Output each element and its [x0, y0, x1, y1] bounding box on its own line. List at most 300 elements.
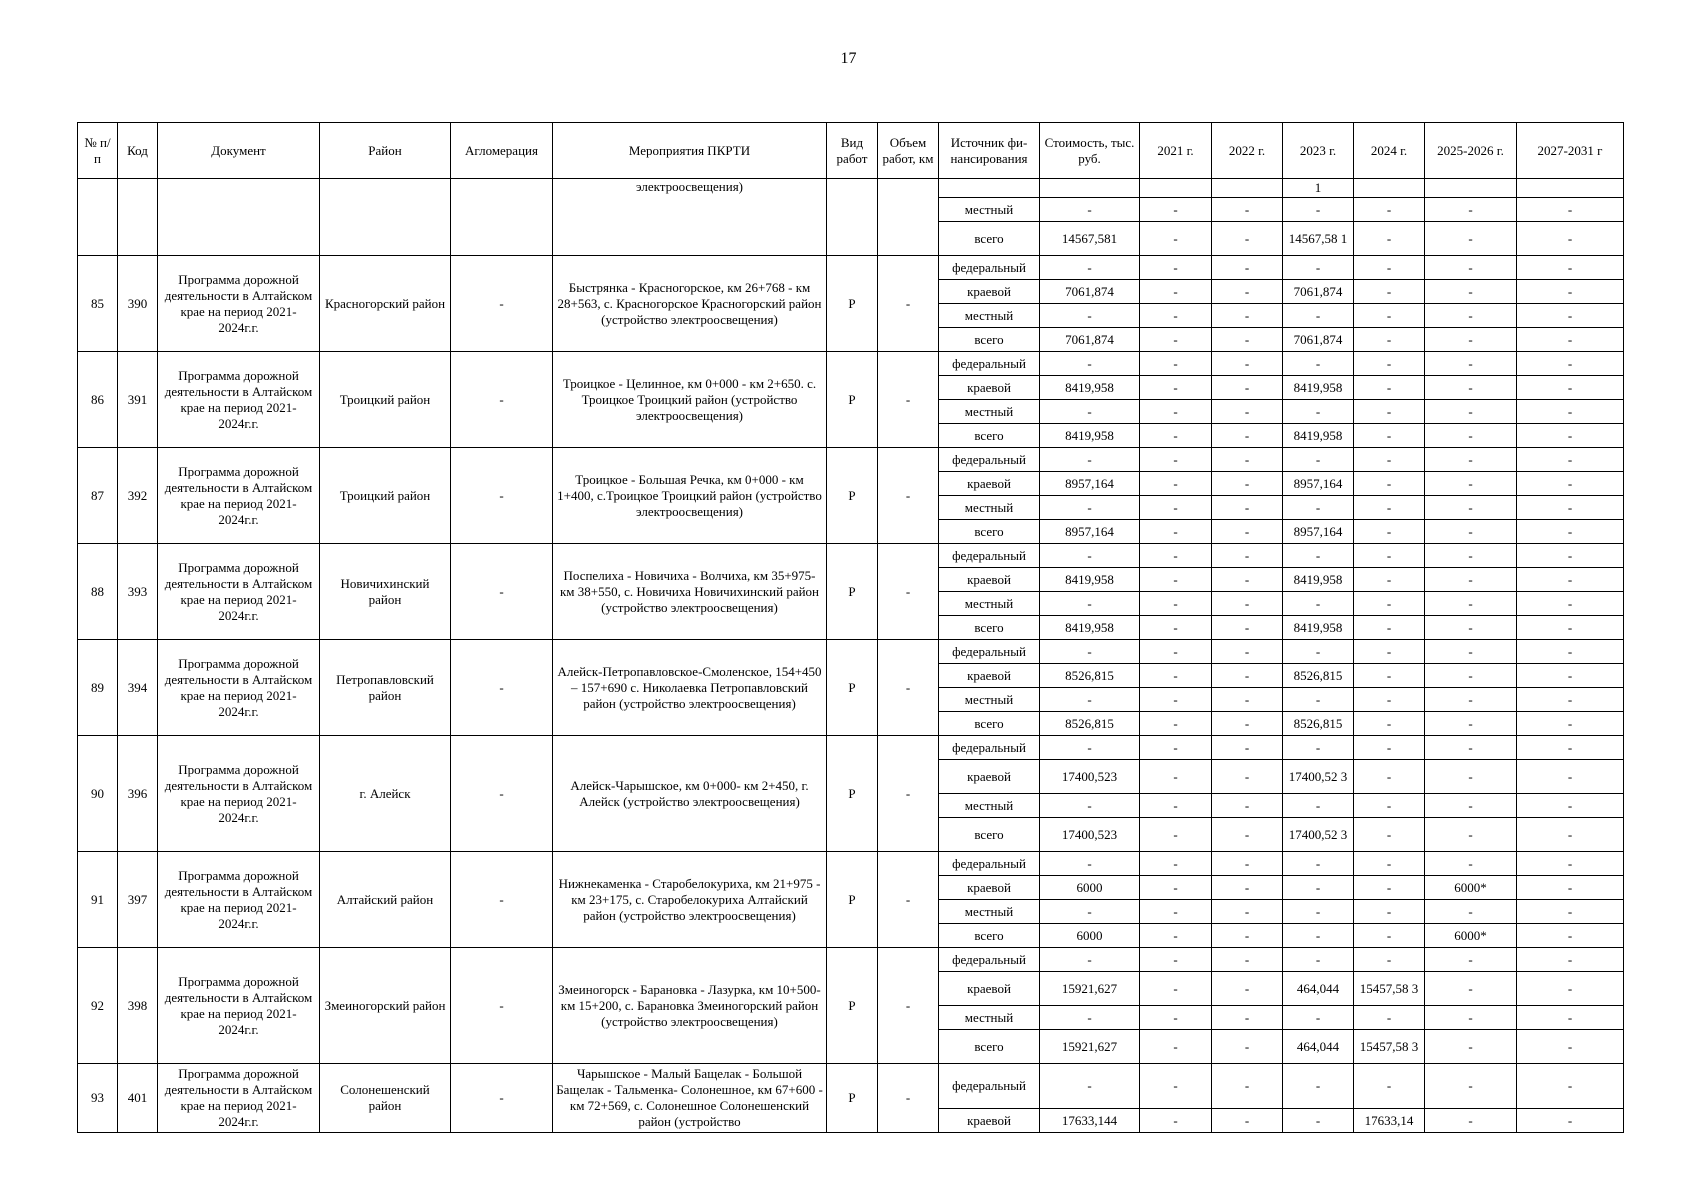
- funding-source-cell: краевой: [939, 280, 1040, 304]
- year-2022-cell: -: [1212, 760, 1283, 794]
- measure-cell: Чарышское - Малый Бащелак - Большой Бащелак - Тальменка- Солонешное, км 67+600 - км 72+569, с. Солонешное Солонешенский район (устройство: [553, 1064, 827, 1133]
- year-2027-2031-cell: -: [1517, 664, 1624, 688]
- volume-cell: -: [878, 448, 939, 544]
- funding-source-cell: всего: [939, 222, 1040, 256]
- funding-source-cell: федеральный: [939, 948, 1040, 972]
- code-cell: 401: [118, 1064, 158, 1133]
- year-2027-2031-cell: -: [1517, 256, 1624, 280]
- funding-source-cell: местный: [939, 900, 1040, 924]
- num-cell: 85: [78, 256, 118, 352]
- year-2021-cell: -: [1140, 376, 1212, 400]
- cost-cell: -: [1040, 496, 1140, 520]
- cost-cell: -: [1040, 794, 1140, 818]
- funding-source-cell: краевой: [939, 876, 1040, 900]
- code-cell: [118, 179, 158, 256]
- funding-source-cell: всего: [939, 818, 1040, 852]
- year-2024-cell: -: [1354, 256, 1425, 280]
- year-2024-cell: -: [1354, 448, 1425, 472]
- code-cell: 398: [118, 948, 158, 1064]
- work-type-cell: Р: [827, 1064, 878, 1133]
- year-2023-cell: 1: [1283, 179, 1354, 198]
- year-2027-2031-cell: -: [1517, 760, 1624, 794]
- year-2022-cell: -: [1212, 222, 1283, 256]
- year-2025-2026-cell: -: [1425, 352, 1517, 376]
- year-2021-cell: -: [1140, 328, 1212, 352]
- year-2027-2031-cell: -: [1517, 818, 1624, 852]
- num-cell: 88: [78, 544, 118, 640]
- work-type-cell: Р: [827, 256, 878, 352]
- cost-cell: -: [1040, 592, 1140, 616]
- year-2025-2026-cell: 6000*: [1425, 924, 1517, 948]
- year-2022-cell: -: [1212, 948, 1283, 972]
- year-2021-cell: -: [1140, 1006, 1212, 1030]
- year-2023-cell: -: [1283, 924, 1354, 948]
- agglomeration-cell: -: [451, 352, 553, 448]
- year-2024-cell: -: [1354, 664, 1425, 688]
- year-2027-2031-cell: -: [1517, 472, 1624, 496]
- work-type-cell: Р: [827, 948, 878, 1064]
- measure-cell: Алейск-Чарышское, км 0+000- км 2+450, г. Алейск (устройство электроосвещения): [553, 736, 827, 852]
- year-2021-cell: -: [1140, 1030, 1212, 1064]
- year-2021-cell: -: [1140, 924, 1212, 948]
- year-2025-2026-cell: -: [1425, 736, 1517, 760]
- year-2024-cell: -: [1354, 222, 1425, 256]
- year-2022-cell: -: [1212, 304, 1283, 328]
- agglomeration-cell: [451, 179, 553, 256]
- document-cell: Программа дорожной деятельности в Алтайском крае на период 2021-2024г.г.: [158, 852, 320, 948]
- year-2021-cell: -: [1140, 280, 1212, 304]
- cost-cell: 8526,815: [1040, 664, 1140, 688]
- year-2021-cell: -: [1140, 592, 1212, 616]
- cost-cell: 8957,164: [1040, 472, 1140, 496]
- funding-source-cell: всего: [939, 520, 1040, 544]
- year-2025-2026-cell: -: [1425, 852, 1517, 876]
- year-2027-2031-cell: -: [1517, 794, 1624, 818]
- funding-source-cell: местный: [939, 794, 1040, 818]
- year-2027-2031-cell: -: [1517, 1006, 1624, 1030]
- year-2021-cell: -: [1140, 664, 1212, 688]
- year-2023-cell: 7061,874: [1283, 328, 1354, 352]
- work-type-cell: Р: [827, 544, 878, 640]
- year-2024-cell: -: [1354, 688, 1425, 712]
- year-2023-cell: 8526,815: [1283, 664, 1354, 688]
- funding-source-cell: федеральный: [939, 1064, 1040, 1109]
- column-header: Вид работ: [827, 123, 878, 179]
- year-2022-cell: -: [1212, 1064, 1283, 1109]
- year-2024-cell: -: [1354, 424, 1425, 448]
- year-2021-cell: -: [1140, 198, 1212, 222]
- measure-cell: Нижнекаменка - Старобелокуриха, км 21+975 - км 23+175, с. Старобелокуриха Алтайский район (устройство электроосвещения): [553, 852, 827, 948]
- year-2021-cell: -: [1140, 568, 1212, 592]
- year-2022-cell: -: [1212, 280, 1283, 304]
- cost-cell: 8419,958: [1040, 616, 1140, 640]
- num-cell: 92: [78, 948, 118, 1064]
- column-header: Мероприятия ПКРТИ: [553, 123, 827, 179]
- year-2023-cell: -: [1283, 592, 1354, 616]
- year-2023-cell: -: [1283, 544, 1354, 568]
- document-cell: Программа дорожной деятельности в Алтайском крае на период 2021-2024г.г.: [158, 948, 320, 1064]
- district-cell: Алтайский район: [320, 852, 451, 948]
- cost-cell: -: [1040, 948, 1140, 972]
- num-cell: 86: [78, 352, 118, 448]
- funding-source-cell: федеральный: [939, 448, 1040, 472]
- year-2023-cell: -: [1283, 794, 1354, 818]
- year-2023-cell: 17400,52 3: [1283, 818, 1354, 852]
- year-2021-cell: -: [1140, 818, 1212, 852]
- year-2022-cell: -: [1212, 256, 1283, 280]
- funding-source-cell: федеральный: [939, 256, 1040, 280]
- year-2023-cell: 8419,958: [1283, 376, 1354, 400]
- column-header: Источник фи-нансирования: [939, 123, 1040, 179]
- year-2021-cell: -: [1140, 876, 1212, 900]
- volume-cell: -: [878, 256, 939, 352]
- year-2027-2031-cell: -: [1517, 328, 1624, 352]
- year-2027-2031-cell: -: [1517, 280, 1624, 304]
- funding-source-cell: федеральный: [939, 736, 1040, 760]
- cost-cell: -: [1040, 198, 1140, 222]
- year-2025-2026-cell: -: [1425, 712, 1517, 736]
- year-2022-cell: -: [1212, 794, 1283, 818]
- year-2024-cell: 17633,14: [1354, 1109, 1425, 1133]
- year-2024-cell: -: [1354, 712, 1425, 736]
- agglomeration-cell: -: [451, 948, 553, 1064]
- volume-cell: -: [878, 852, 939, 948]
- num-cell: 87: [78, 448, 118, 544]
- cost-cell: -: [1040, 400, 1140, 424]
- code-cell: 390: [118, 256, 158, 352]
- table-row: [78, 852, 1624, 876]
- year-2025-2026-cell: -: [1425, 664, 1517, 688]
- district-cell: Троицкий район: [320, 352, 451, 448]
- column-header: 2021 г.: [1140, 123, 1212, 179]
- year-2021-cell: -: [1140, 496, 1212, 520]
- year-2021-cell: -: [1140, 794, 1212, 818]
- volume-cell: -: [878, 352, 939, 448]
- year-2025-2026-cell: -: [1425, 520, 1517, 544]
- year-2025-2026-cell: -: [1425, 948, 1517, 972]
- cost-cell: -: [1040, 900, 1140, 924]
- year-2027-2031-cell: -: [1517, 688, 1624, 712]
- funding-source-cell: федеральный: [939, 852, 1040, 876]
- cost-cell: 17633,144: [1040, 1109, 1140, 1133]
- year-2024-cell: -: [1354, 352, 1425, 376]
- year-2021-cell: -: [1140, 852, 1212, 876]
- year-2022-cell: [1212, 179, 1283, 198]
- document-cell: Программа дорожной деятельности в Алтайском крае на период 2021-2024г.г.: [158, 352, 320, 448]
- funding-source-cell: краевой: [939, 760, 1040, 794]
- year-2024-cell: 15457,58 3: [1354, 972, 1425, 1006]
- cost-cell: -: [1040, 256, 1140, 280]
- year-2022-cell: -: [1212, 876, 1283, 900]
- year-2024-cell: -: [1354, 376, 1425, 400]
- year-2027-2031-cell: -: [1517, 198, 1624, 222]
- year-2025-2026-cell: -: [1425, 376, 1517, 400]
- column-header: № п/п: [78, 123, 118, 179]
- year-2022-cell: -: [1212, 400, 1283, 424]
- year-2024-cell: -: [1354, 924, 1425, 948]
- year-2027-2031-cell: -: [1517, 304, 1624, 328]
- year-2023-cell: 14567,58 1: [1283, 222, 1354, 256]
- cost-cell: 8419,958: [1040, 376, 1140, 400]
- document-cell: [158, 179, 320, 256]
- cost-cell: 8419,958: [1040, 424, 1140, 448]
- district-cell: Троицкий район: [320, 448, 451, 544]
- year-2027-2031-cell: -: [1517, 400, 1624, 424]
- year-2025-2026-cell: -: [1425, 544, 1517, 568]
- funding-source-cell: всего: [939, 924, 1040, 948]
- year-2021-cell: -: [1140, 222, 1212, 256]
- year-2024-cell: -: [1354, 198, 1425, 222]
- year-2027-2031-cell: -: [1517, 948, 1624, 972]
- district-cell: Змеиногорский район: [320, 948, 451, 1064]
- column-header: 2023 г.: [1283, 123, 1354, 179]
- funding-source-cell: краевой: [939, 376, 1040, 400]
- cost-cell: -: [1040, 544, 1140, 568]
- year-2027-2031-cell: -: [1517, 222, 1624, 256]
- year-2021-cell: -: [1140, 472, 1212, 496]
- volume-cell: [878, 179, 939, 256]
- column-header: Код: [118, 123, 158, 179]
- table-row: [78, 179, 1624, 198]
- document-cell: Программа дорожной деятельности в Алтайском крае на период 2021-2024г.г.: [158, 256, 320, 352]
- document-cell: Программа дорожной деятельности в Алтайском крае на период 2021-2024г.г.: [158, 544, 320, 640]
- year-2023-cell: 8526,815: [1283, 712, 1354, 736]
- year-2021-cell: -: [1140, 736, 1212, 760]
- year-2022-cell: -: [1212, 712, 1283, 736]
- agglomeration-cell: -: [451, 256, 553, 352]
- cost-cell: 7061,874: [1040, 328, 1140, 352]
- year-2023-cell: 8419,958: [1283, 568, 1354, 592]
- year-2023-cell: -: [1283, 1006, 1354, 1030]
- volume-cell: -: [878, 1064, 939, 1133]
- num-cell: 91: [78, 852, 118, 948]
- agglomeration-cell: -: [451, 852, 553, 948]
- year-2027-2031-cell: -: [1517, 1064, 1624, 1109]
- funding-source-cell: федеральный: [939, 544, 1040, 568]
- year-2024-cell: -: [1354, 760, 1425, 794]
- year-2024-cell: -: [1354, 876, 1425, 900]
- volume-cell: -: [878, 640, 939, 736]
- page-number: 17: [840, 50, 857, 67]
- cost-cell: 17400,523: [1040, 818, 1140, 852]
- year-2025-2026-cell: -: [1425, 900, 1517, 924]
- year-2022-cell: -: [1212, 1006, 1283, 1030]
- year-2024-cell: [1354, 179, 1425, 198]
- table-row: [78, 352, 1624, 376]
- year-2025-2026-cell: -: [1425, 794, 1517, 818]
- year-2027-2031-cell: -: [1517, 520, 1624, 544]
- year-2023-cell: -: [1283, 352, 1354, 376]
- year-2025-2026-cell: -: [1425, 818, 1517, 852]
- year-2022-cell: -: [1212, 376, 1283, 400]
- year-2022-cell: -: [1212, 972, 1283, 1006]
- year-2025-2026-cell: -: [1425, 1006, 1517, 1030]
- funding-source-cell: местный: [939, 1006, 1040, 1030]
- year-2022-cell: -: [1212, 1030, 1283, 1064]
- year-2023-cell: -: [1283, 1109, 1354, 1133]
- year-2025-2026-cell: [1425, 179, 1517, 198]
- cost-cell: [1040, 179, 1140, 198]
- year-2024-cell: -: [1354, 280, 1425, 304]
- column-header: Стоимость, тыс. руб.: [1040, 123, 1140, 179]
- year-2024-cell: -: [1354, 736, 1425, 760]
- year-2025-2026-cell: -: [1425, 688, 1517, 712]
- agglomeration-cell: -: [451, 1064, 553, 1133]
- year-2025-2026-cell: -: [1425, 592, 1517, 616]
- document-cell: Программа дорожной деятельности в Алтайском крае на период 2021-2024г.г.: [158, 640, 320, 736]
- year-2022-cell: -: [1212, 592, 1283, 616]
- year-2024-cell: -: [1354, 568, 1425, 592]
- funding-source-cell: краевой: [939, 568, 1040, 592]
- document-cell: Программа дорожной деятельности в Алтайском крае на период 2021-2024г.г.: [158, 448, 320, 544]
- column-header: Документ: [158, 123, 320, 179]
- year-2025-2026-cell: -: [1425, 256, 1517, 280]
- funding-source-cell: всего: [939, 616, 1040, 640]
- year-2021-cell: -: [1140, 352, 1212, 376]
- code-cell: 394: [118, 640, 158, 736]
- funding-source-cell: федеральный: [939, 352, 1040, 376]
- num-cell: 89: [78, 640, 118, 736]
- year-2022-cell: -: [1212, 472, 1283, 496]
- year-2024-cell: -: [1354, 616, 1425, 640]
- year-2025-2026-cell: -: [1425, 1030, 1517, 1064]
- year-2023-cell: 464,044: [1283, 1030, 1354, 1064]
- year-2024-cell: -: [1354, 328, 1425, 352]
- year-2027-2031-cell: -: [1517, 924, 1624, 948]
- funding-source-cell: всего: [939, 328, 1040, 352]
- year-2027-2031-cell: -: [1517, 592, 1624, 616]
- funding-source-cell: федеральный: [939, 640, 1040, 664]
- agglomeration-cell: -: [451, 448, 553, 544]
- year-2025-2026-cell: -: [1425, 222, 1517, 256]
- cost-cell: -: [1040, 736, 1140, 760]
- year-2023-cell: -: [1283, 400, 1354, 424]
- cost-cell: -: [1040, 688, 1140, 712]
- volume-cell: -: [878, 948, 939, 1064]
- year-2027-2031-cell: -: [1517, 544, 1624, 568]
- header-row: [78, 123, 1624, 179]
- column-header: 2022 г.: [1212, 123, 1283, 179]
- year-2027-2031-cell: -: [1517, 496, 1624, 520]
- cost-cell: 15921,627: [1040, 972, 1140, 1006]
- year-2027-2031-cell: -: [1517, 424, 1624, 448]
- year-2024-cell: -: [1354, 400, 1425, 424]
- funding-source-cell: местный: [939, 688, 1040, 712]
- year-2023-cell: -: [1283, 496, 1354, 520]
- year-2025-2026-cell: -: [1425, 972, 1517, 1006]
- district-cell: г. Алейск: [320, 736, 451, 852]
- funding-source-cell: местный: [939, 592, 1040, 616]
- cost-cell: -: [1040, 852, 1140, 876]
- cost-cell: -: [1040, 640, 1140, 664]
- measure-cell: электроосвещения): [553, 179, 827, 256]
- volume-cell: -: [878, 544, 939, 640]
- document-cell: Программа дорожной деятельности в Алтайском крае на период 2021-2024г.г.: [158, 736, 320, 852]
- year-2023-cell: 464,044: [1283, 972, 1354, 1006]
- measure-cell: Троицкое - Целинное, км 0+000 - км 2+650. с. Троицкое Троицкий район (устройство электроосвещения): [553, 352, 827, 448]
- work-type-cell: Р: [827, 852, 878, 948]
- funding-source-cell: местный: [939, 198, 1040, 222]
- year-2022-cell: -: [1212, 900, 1283, 924]
- cost-cell: -: [1040, 1006, 1140, 1030]
- table-row: [78, 544, 1624, 568]
- year-2021-cell: -: [1140, 544, 1212, 568]
- year-2021-cell: -: [1140, 900, 1212, 924]
- measure-cell: Троицкое - Большая Речка, км 0+000 - км 1+400, с.Троицкое Троицкий район (устройство электроосвещения): [553, 448, 827, 544]
- year-2022-cell: -: [1212, 496, 1283, 520]
- year-2025-2026-cell: -: [1425, 304, 1517, 328]
- year-2021-cell: -: [1140, 712, 1212, 736]
- year-2023-cell: -: [1283, 304, 1354, 328]
- year-2024-cell: 15457,58 3: [1354, 1030, 1425, 1064]
- year-2023-cell: 7061,874: [1283, 280, 1354, 304]
- work-type-cell: [827, 179, 878, 256]
- year-2025-2026-cell: -: [1425, 328, 1517, 352]
- year-2025-2026-cell: -: [1425, 280, 1517, 304]
- cost-cell: 17400,523: [1040, 760, 1140, 794]
- year-2025-2026-cell: -: [1425, 760, 1517, 794]
- year-2022-cell: -: [1212, 924, 1283, 948]
- year-2022-cell: -: [1212, 640, 1283, 664]
- cost-cell: 15921,627: [1040, 1030, 1140, 1064]
- year-2022-cell: -: [1212, 328, 1283, 352]
- year-2025-2026-cell: -: [1425, 198, 1517, 222]
- cost-cell: -: [1040, 1064, 1140, 1109]
- district-cell: Новичихинский район: [320, 544, 451, 640]
- table-row: [78, 1064, 1624, 1109]
- cost-cell: 8419,958: [1040, 568, 1140, 592]
- year-2025-2026-cell: -: [1425, 1064, 1517, 1109]
- year-2022-cell: -: [1212, 568, 1283, 592]
- cost-cell: 14567,581: [1040, 222, 1140, 256]
- funding-source-cell: местный: [939, 400, 1040, 424]
- code-cell: 393: [118, 544, 158, 640]
- year-2021-cell: -: [1140, 256, 1212, 280]
- year-2021-cell: -: [1140, 304, 1212, 328]
- funding-source-cell: всего: [939, 712, 1040, 736]
- year-2021-cell: -: [1140, 400, 1212, 424]
- year-2027-2031-cell: -: [1517, 736, 1624, 760]
- year-2023-cell: 8957,164: [1283, 472, 1354, 496]
- funding-source-cell: [939, 179, 1040, 198]
- year-2023-cell: -: [1283, 256, 1354, 280]
- year-2027-2031-cell: -: [1517, 1030, 1624, 1064]
- funding-source-cell: местный: [939, 496, 1040, 520]
- program-table: [77, 122, 1624, 1133]
- year-2024-cell: -: [1354, 818, 1425, 852]
- column-header: Район: [320, 123, 451, 179]
- year-2027-2031-cell: -: [1517, 448, 1624, 472]
- year-2023-cell: -: [1283, 1064, 1354, 1109]
- year-2024-cell: -: [1354, 544, 1425, 568]
- table-row: [78, 736, 1624, 760]
- cost-cell: 8526,815: [1040, 712, 1140, 736]
- year-2021-cell: -: [1140, 948, 1212, 972]
- cost-cell: 6000: [1040, 876, 1140, 900]
- num-cell: 90: [78, 736, 118, 852]
- cost-cell: -: [1040, 448, 1140, 472]
- cost-cell: 7061,874: [1040, 280, 1140, 304]
- funding-source-cell: всего: [939, 424, 1040, 448]
- year-2027-2031-cell: -: [1517, 376, 1624, 400]
- year-2027-2031-cell: -: [1517, 568, 1624, 592]
- work-type-cell: Р: [827, 736, 878, 852]
- district-cell: Красногорский район: [320, 256, 451, 352]
- year-2024-cell: -: [1354, 852, 1425, 876]
- year-2022-cell: -: [1212, 1109, 1283, 1133]
- year-2023-cell: 8957,164: [1283, 520, 1354, 544]
- work-type-cell: Р: [827, 352, 878, 448]
